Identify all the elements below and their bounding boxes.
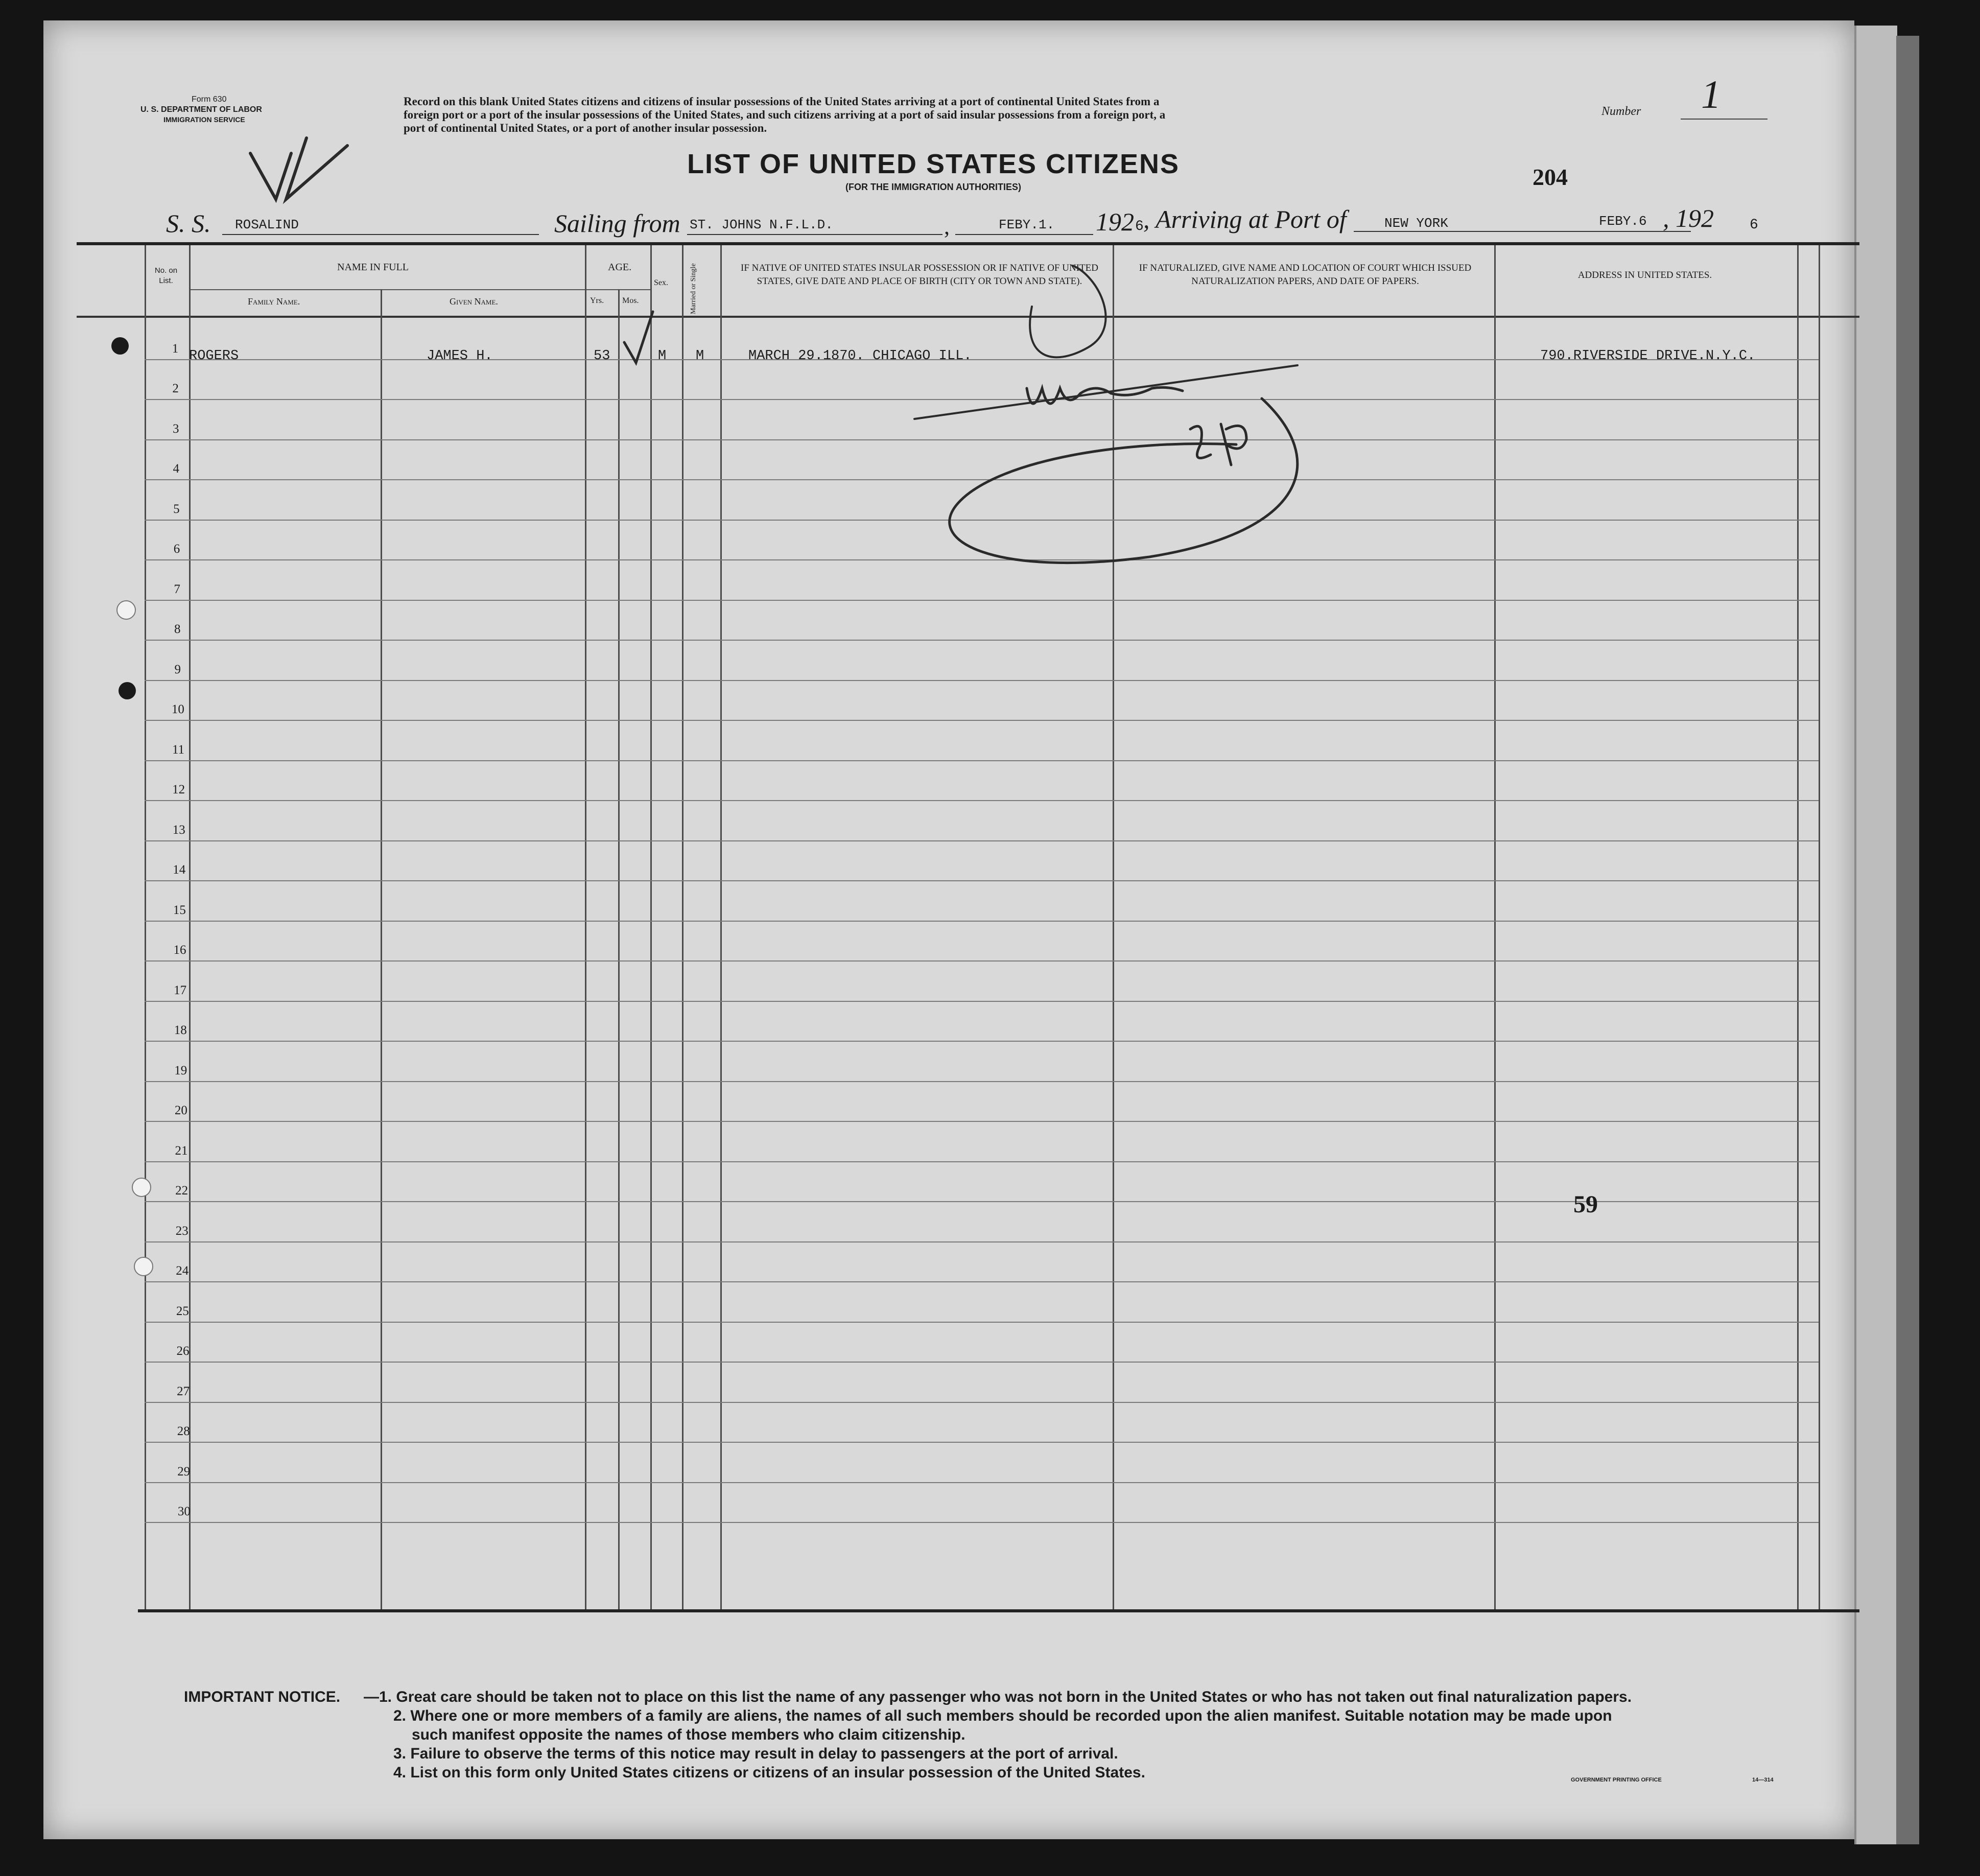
row-number: 3 [172, 421, 179, 436]
notice-item-2b: such manifest opposite the names of those members who claim citizenship. [412, 1726, 965, 1743]
handwritten-signature-strike [914, 365, 1298, 419]
row-number: 27 [177, 1384, 190, 1398]
entry-birth: MARCH 29.1870. CHICAGO ILL. [748, 348, 972, 364]
form-id: Form 630 [192, 95, 227, 104]
header-naturalized: IF NATURALIZED, GIVE NAME AND LOCATION OF COURT WHICH ISSUED NATURALIZATION PAPERS, AND DATE OF PAPERS. [1139, 263, 1472, 287]
printer-code: 14—314 [1752, 1777, 1774, 1783]
header-given-name: Given Name. [450, 296, 498, 307]
row-number: 15 [173, 903, 186, 917]
entry-age-years: 53 [594, 348, 610, 364]
page-subtitle: (FOR THE IMMIGRATION AUTHORITIES) [845, 182, 1021, 192]
row-number: 16 [173, 943, 186, 957]
entry-sex: M [658, 348, 667, 364]
row-number: 21 [175, 1143, 188, 1158]
sailing-from: ST. JOHNS N.F.L.D. [690, 217, 833, 232]
entry-marital: M [696, 348, 704, 364]
notice-heading: IMPORTANT NOTICE. [184, 1689, 341, 1705]
sailing-year: 6 [1135, 219, 1144, 235]
row-number: 14 [173, 863, 186, 877]
notice-item-3: 3. Failure to observe the terms of this notice may result in delay to passengers at the port of arrival. [393, 1745, 1118, 1762]
record-instruction-3: port of continental United States, or a port of another insular possession. [404, 122, 767, 134]
handwritten-signature [1027, 387, 1183, 404]
punch-hole [116, 600, 136, 620]
notice-item-2a: 2. Where one or more members of a family are aliens, the names of all such members should be recorded upon the alien manifest. Suitable notation may be made upon [393, 1707, 1612, 1724]
row-number: 28 [177, 1424, 190, 1438]
stamp-number: 204 [1533, 164, 1568, 190]
row-number: 30 [177, 1505, 191, 1518]
row-number: 23 [175, 1224, 188, 1238]
entry-family-name: ROGERS [189, 348, 239, 364]
header-name-in-full: NAME IN FULL [337, 262, 409, 273]
sailing-year-prefix: 192 [1096, 207, 1134, 236]
row-number: 11 [172, 742, 185, 757]
page-title: LIST OF UNITED STATES CITIZENS [687, 149, 1180, 179]
record-instruction-2: foreign port or a port of the insular possessions of the United States, and such citizens arriving at a port of said insular possessions from a foreign port, a [404, 108, 1166, 121]
row-number: 10 [171, 702, 184, 716]
row-number: 4 [173, 462, 180, 476]
punch-hole [134, 1257, 153, 1276]
arrival-port: NEW YORK [1384, 216, 1448, 231]
row-number: 5 [173, 502, 180, 516]
ss-label: S. S. [166, 209, 211, 238]
header-native: IF NATIVE OF UNITED STATES INSULAR POSSESSION OR IF NATIVE OF UNITED STATES, GIVE DATE AND PLACE OF BIRTH (CITY OR TOWN AND STATE). [741, 263, 1098, 287]
number-value: 1 [1701, 72, 1721, 116]
header-address: ADDRESS IN UNITED STATES. [1577, 270, 1712, 280]
footer-stamp-number: 59 [1573, 1191, 1598, 1218]
header-yrs: Yrs. [590, 296, 604, 305]
row-number: 20 [174, 1104, 187, 1117]
tick-mark-age [624, 312, 653, 363]
row-number: 19 [174, 1063, 187, 1077]
arrival-date: FEBY.6 [1599, 214, 1647, 229]
row-number: 7 [174, 582, 180, 596]
row-number: 24 [176, 1264, 189, 1278]
header-family-name: Family Name. [248, 296, 300, 307]
arrival-year-prefix: , 192 [1663, 204, 1714, 232]
department: U. S. DEPARTMENT OF LABOR [140, 105, 262, 114]
row-number: 2 [172, 382, 179, 395]
row-number: 17 [174, 983, 187, 997]
punch-hole [132, 1178, 151, 1197]
sailing-date: FEBY.1. [999, 217, 1055, 232]
header-no-on-list: No. on List. [154, 266, 178, 285]
handwritten-oval [950, 398, 1298, 563]
header-mos: Mos. [622, 296, 639, 305]
notice-item-4: 4. List on this form only United States citizens or citizens of an insular possession of the United States. [393, 1764, 1145, 1781]
row-number: 25 [176, 1304, 189, 1318]
row-number: 12 [172, 783, 185, 796]
row-number: 13 [172, 823, 185, 837]
header-age: AGE. [608, 262, 632, 273]
sailing-label: Sailing from [554, 209, 680, 238]
row-number: 18 [174, 1023, 187, 1037]
punch-hole [119, 682, 136, 699]
ship-name: ROSALIND [235, 217, 299, 232]
row-number: 9 [174, 662, 181, 676]
record-instruction-1: Record on this blank United States citizens and citizens of insular possessions of the United States arriving at a port of continental United States from a [404, 95, 1160, 108]
row-number: 8 [174, 622, 181, 636]
row-number: 1 [172, 341, 179, 356]
handwritten-loop [1030, 266, 1105, 357]
row-number: 22 [175, 1184, 188, 1198]
arrival-year: 6 [1750, 217, 1758, 233]
row-number: 6 [173, 542, 180, 556]
punch-hole [111, 337, 129, 355]
arriving-label: , Arriving at Port of [1143, 205, 1347, 233]
handwritten-checkmark [250, 138, 347, 199]
header-married-or-single: Married or Single [690, 263, 697, 314]
service: IMMIGRATION SERVICE [163, 115, 245, 124]
number-label: Number [1601, 105, 1641, 118]
printer-name: GOVERNMENT PRINTING OFFICE [1571, 1777, 1662, 1783]
row-number: 29 [177, 1464, 191, 1479]
sailing-comma: , [944, 214, 950, 239]
header-sex: Sex. [654, 278, 668, 287]
row-number: 26 [176, 1344, 190, 1358]
entry-given-name: JAMES H. [427, 348, 493, 364]
entry-address: 790.RIVERSIDE DRIVE.N.Y.C. [1540, 348, 1756, 364]
notice-item-1: —1. Great care should be taken not to place on this list the name of any passenger who was not born in the United States or who has not taken out final naturalization papers. [364, 1689, 1632, 1705]
